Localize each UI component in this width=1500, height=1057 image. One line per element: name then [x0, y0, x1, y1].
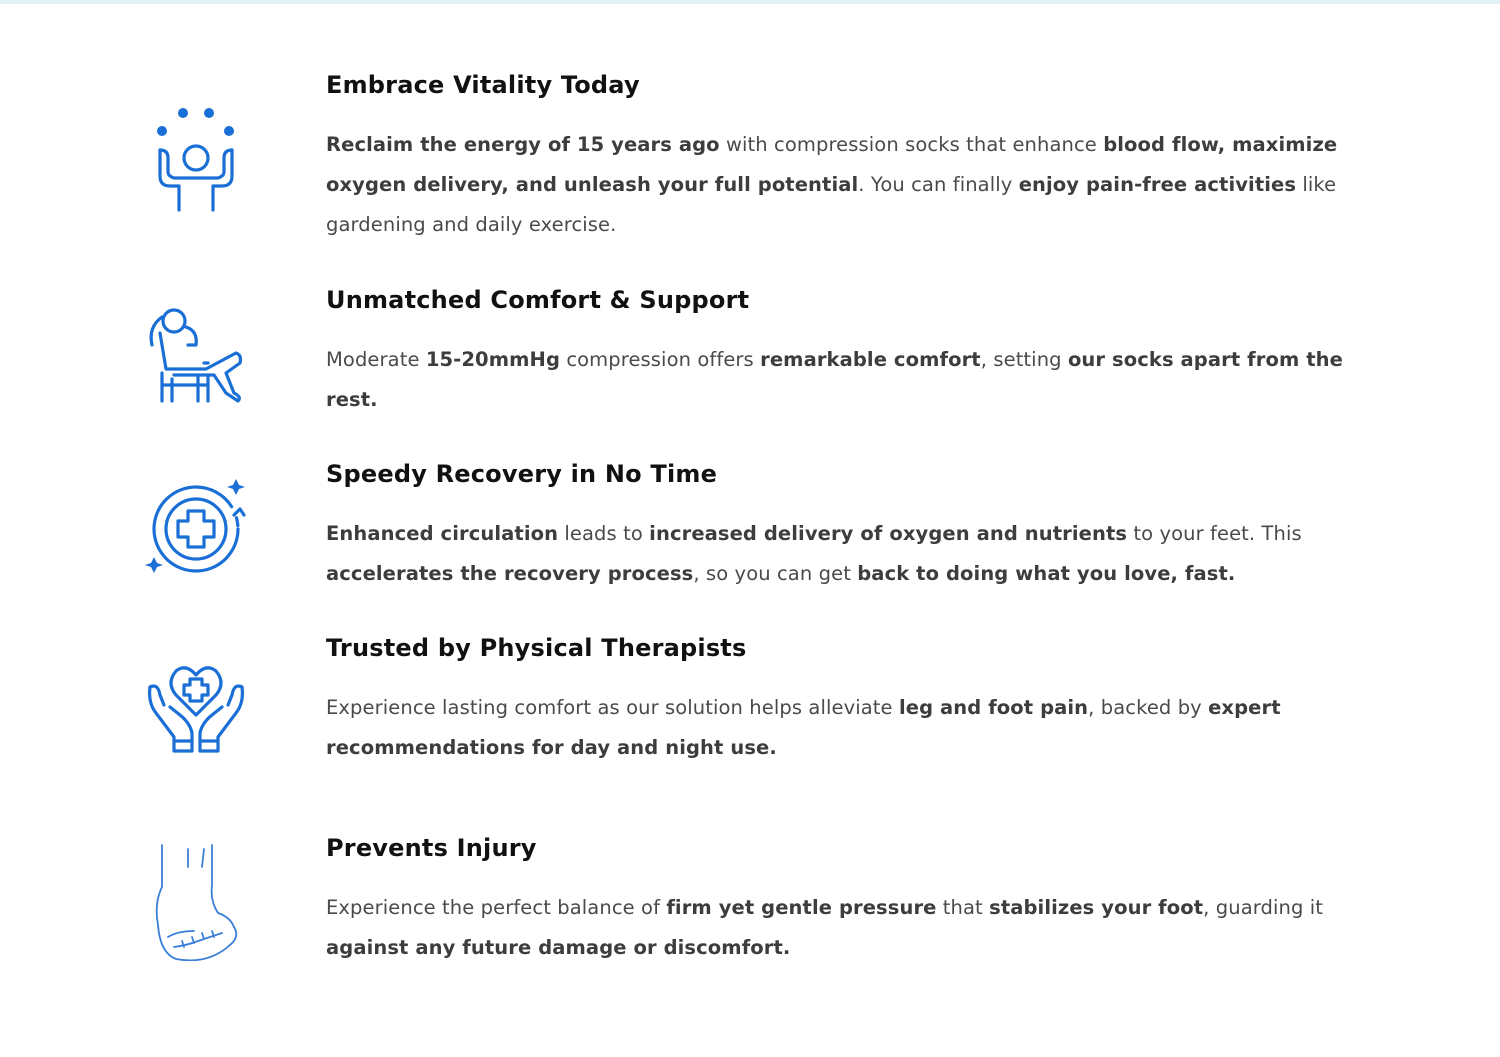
feature-title: Trusted by Physical Therapists	[326, 634, 747, 662]
body-text: to your feet. This	[1127, 522, 1302, 545]
body-text: , backed by	[1088, 696, 1209, 719]
top-divider	[0, 0, 1500, 4]
body-text: , so you can get	[693, 562, 858, 585]
body-text: like gardening and daily exercise.	[326, 173, 1337, 236]
body-text: Moderate	[326, 348, 426, 371]
feature-title: Embrace Vitality Today	[326, 71, 640, 99]
feature-text	[326, 459, 1374, 594]
emphasis-text: leg and foot pain	[898, 696, 1089, 719]
emphasis-text: Enhanced circulation	[326, 522, 559, 545]
hands-heart-icon	[138, 655, 254, 775]
emphasis-text: accelerates the recovery process	[326, 562, 694, 585]
body-text: that	[936, 896, 990, 919]
feature-description	[326, 340, 1374, 420]
person-celebrating-icon	[138, 106, 254, 226]
feature-text	[326, 833, 1374, 968]
relaxing-chair-icon	[138, 297, 254, 417]
emphasis-text: 15-20mmHg	[425, 348, 561, 371]
feature-title: Unmatched Comfort & Support	[326, 286, 750, 314]
body-text: with compression socks that enhance	[719, 133, 1104, 156]
feature-description	[326, 514, 1374, 594]
body-text: . You can finally	[858, 173, 1019, 196]
body-text: , guarding it	[1203, 896, 1324, 919]
emphasis-text: remarkable comfort	[760, 348, 981, 371]
body-text: compression offers	[560, 348, 761, 371]
feature-description	[326, 688, 1374, 768]
body-text: leads to	[558, 522, 650, 545]
emphasis-text: enjoy pain-free activities	[1018, 173, 1297, 196]
medical-recovery-icon	[138, 473, 254, 593]
feature-title: Speedy Recovery in No Time	[326, 460, 718, 488]
emphasis-text: firm yet gentle pressure	[666, 896, 937, 919]
emphasis-text: expert recommendations for day and night use.	[326, 696, 1281, 759]
feature-description	[326, 125, 1374, 245]
feature-text	[326, 633, 1374, 768]
emphasis-text: back to doing what you love, fast.	[857, 562, 1236, 585]
foot-icon	[138, 841, 254, 961]
body-text: , setting	[980, 348, 1068, 371]
feature-text	[326, 70, 1374, 245]
feature-text	[326, 285, 1374, 420]
emphasis-text: our socks apart from the rest.	[326, 348, 1343, 411]
body-text: Experience the perfect balance of	[326, 896, 667, 919]
emphasis-text: stabilizes your foot	[989, 896, 1204, 919]
body-text: Experience lasting comfort as our solution helps alleviate	[326, 696, 899, 719]
emphasis-text: increased delivery of oxygen and nutrients	[649, 522, 1128, 545]
emphasis-text: Reclaim the energy of 15 years ago	[326, 133, 720, 156]
feature-title: Prevents Injury	[326, 834, 537, 862]
emphasis-text: blood flow, maximize oxygen delivery, and unleash your full potential	[326, 133, 1338, 196]
emphasis-text: against any future damage or discomfort.	[326, 936, 791, 959]
feature-description	[326, 888, 1374, 968]
